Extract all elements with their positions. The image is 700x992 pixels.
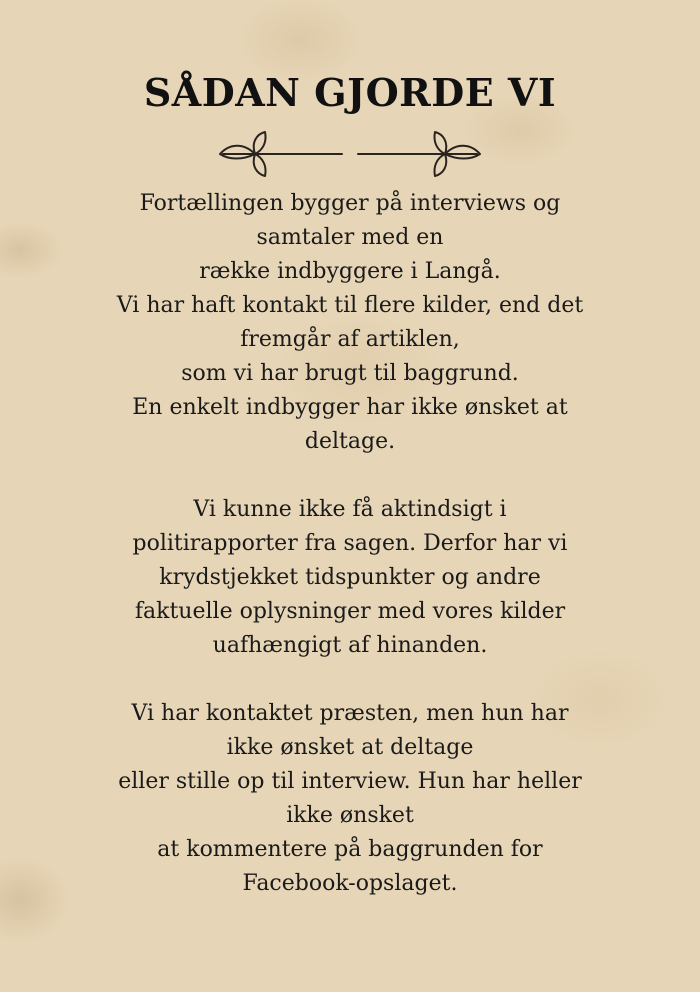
text-line: krydstjekket tidspunkter og andre <box>159 565 541 590</box>
text-line: samtaler med en <box>256 225 444 250</box>
text-line: som vi har brugt til baggrund. <box>181 361 519 386</box>
text-line: række indbyggere i Langå. <box>199 259 501 284</box>
text-line: fremgår af artiklen, <box>240 327 460 352</box>
paragraph-sources <box>60 187 640 459</box>
text-line: deltage. <box>304 429 396 454</box>
text-line: faktuelle oplysninger med vores kilder <box>134 599 566 624</box>
text-line: Vi har kontaktet præsten, men hun har <box>131 701 569 726</box>
text-line: Fortællingen bygger på interviews og <box>139 191 561 216</box>
paragraph-police-reports <box>60 493 640 663</box>
text-line: Vi kunne ikke få aktindsigt i <box>193 497 507 522</box>
text-line: ikke ønsket at deltage <box>226 735 474 760</box>
body-text <box>60 187 640 935</box>
text-line: ikke ønsket <box>286 803 414 828</box>
text-line: Facebook-opslaget. <box>242 871 458 896</box>
laurel-divider-icon <box>215 128 485 178</box>
text-line: eller stille op til interview. Hun har heller <box>118 769 582 794</box>
page-title: SÅDAN GJORDE VI <box>143 70 557 115</box>
text-line: uafhængigt af hinanden. <box>212 633 488 658</box>
text-line: Vi har haft kontakt til flere kilder, end det <box>116 293 584 318</box>
text-line: En enkelt indbygger har ikke ønsket at <box>132 395 568 420</box>
text-line: politirapporter fra sagen. Derfor har vi <box>132 531 568 556</box>
paragraph-priest <box>60 697 640 901</box>
text-line: at kommentere på baggrunden for <box>157 837 543 862</box>
